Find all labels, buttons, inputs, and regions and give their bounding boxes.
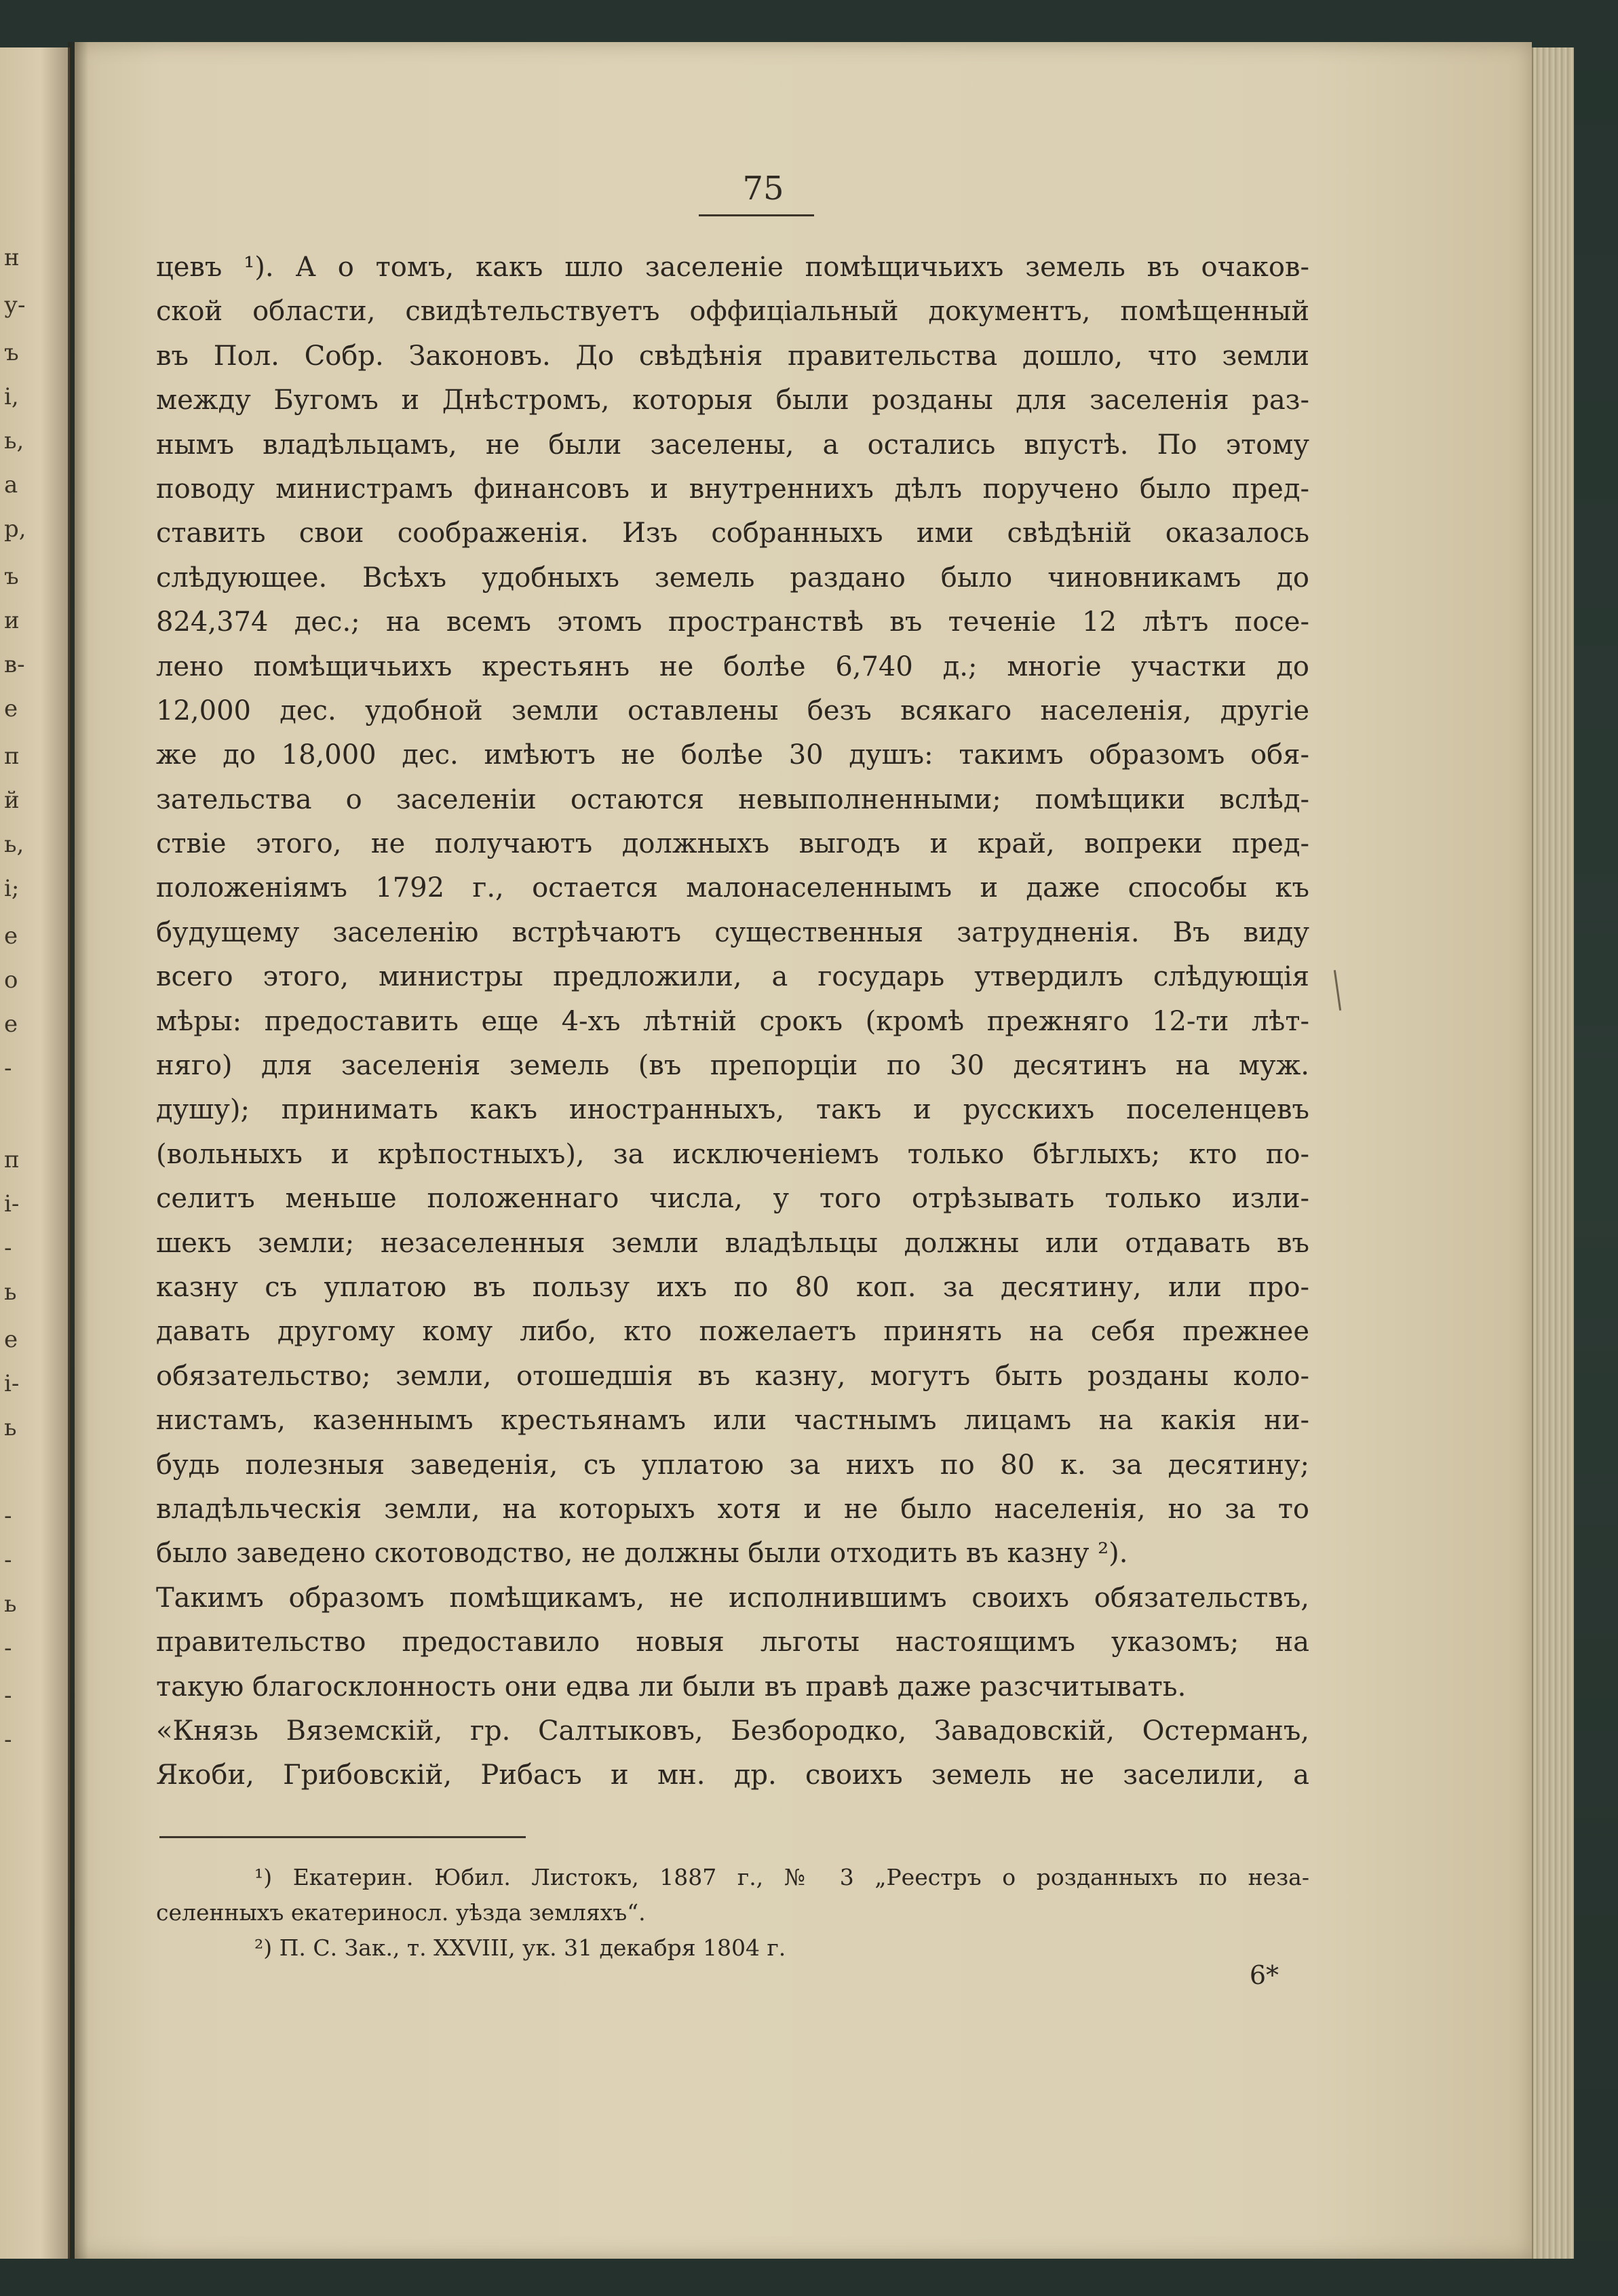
left-page-fragment: ъ [4, 563, 19, 590]
left-page-fragment: ь, [4, 427, 24, 454]
left-page-fragment: і- [4, 1370, 20, 1397]
left-page-fragment: ь, [4, 831, 24, 858]
left-page-fragment: п [4, 743, 20, 770]
text-line: зательства о заселеніи остаются невыполненными; помѣщики вслѣд- [156, 783, 1309, 815]
left-page-fragment: п [4, 1146, 20, 1173]
text-line: цевъ ¹). А о томъ, какъ шло заселеніе помѣщичьихъ земель въ очаков- [156, 252, 1309, 283]
left-page-fragment: - [4, 1055, 12, 1082]
spine-shadow [68, 42, 88, 2259]
left-page-fragment: ь [4, 1414, 17, 1441]
text-line: будущему заселенію встрѣчаютъ существенныя затрудненія. Въ виду [156, 916, 1309, 948]
footnote-rule [159, 1836, 526, 1838]
page-number-rule [699, 214, 814, 216]
left-page-fragment: - [4, 1234, 12, 1262]
footnotes [156, 1860, 1309, 1966]
page-fore-edge [1532, 47, 1574, 2259]
left-page-fragment: е [4, 922, 18, 950]
signature-mark: 6* [1249, 1960, 1279, 1990]
text-line: владѣльческія земли, на которыхъ хотя и не было населенія, но за то [156, 1493, 1309, 1525]
text-line: Такимъ образомъ помѣщикамъ, не исполнившимъ своихъ обязательствъ, [156, 1582, 1309, 1614]
text-line: шекъ земли; незаселенныя земли владѣльцы должны или отдавать въ [156, 1227, 1309, 1259]
text-line: же до 18,000 дес. имѣютъ не болѣе 30 душъ: такимъ образомъ обя- [156, 739, 1309, 771]
text-line: казну съ уплатою въ пользу ихъ по 80 коп. за десятину, или про- [156, 1271, 1309, 1303]
text-line: (вольныхъ и крѣпостныхъ), за исключеніемъ только бѣглыхъ; кто по- [156, 1138, 1309, 1170]
left-page-fragment: і, [4, 383, 19, 410]
left-page-fragment: о [4, 967, 18, 994]
text-line: въ Пол. Собр. Законовъ. До свѣдѣнія правительства дошло, что земли [156, 340, 1309, 372]
footnote-line: ²) П. С. Зак., т. XXVIII, ук. 31 декабря 1804 г. [254, 1934, 786, 1961]
text-line: нистамъ, казеннымъ крестьянамъ или частнымъ лицамъ на какія ни- [156, 1405, 1309, 1437]
text-line: няго) для заселенія земель (въ препорціи по 30 десятинъ на муж. [156, 1050, 1309, 1082]
left-page-fragment: - [4, 1635, 12, 1662]
left-page-fragment: ь [4, 1279, 17, 1306]
left-page-fragment: н [4, 244, 20, 271]
left-page-fragment: і; [4, 875, 20, 902]
text-line: слѣдующее. Всѣхъ удобныхъ земель раздано было чиновникамъ до [156, 562, 1309, 594]
left-page-fragment: - [4, 1682, 12, 1709]
page-number: 75 [742, 170, 784, 208]
text-line: между Бугомъ и Днѣстромъ, которыя были розданы для заселенія раз- [156, 385, 1309, 416]
text-line: поводу министрамъ финансовъ и внутреннихъ дѣлъ поручено было пред- [156, 473, 1309, 505]
left-page-fragment: а [4, 471, 18, 499]
left-page-fragment: р, [4, 515, 26, 543]
body-text [156, 246, 1309, 1798]
text-line: ставить свои соображенія. Изъ собранныхъ ими свѣдѣній оказалось [156, 518, 1309, 549]
left-page-fragment: в- [4, 651, 25, 678]
text-line: правительство предоставило новыя льготы настоящимъ указомъ; на [156, 1627, 1309, 1658]
footnote-line: ¹) Екатерин. Юбил. Листокъ, 1887 г., № 3 „Реестръ о розданныхъ по неза- [254, 1864, 1309, 1890]
text-line: душу); принимать какъ иностранныхъ, такъ и русскихъ поселенцевъ [156, 1094, 1309, 1126]
text-line: 12,000 дес. удобной земли оставлены безъ всякаго населенія, другіе [156, 695, 1309, 726]
left-page-fragment: - [4, 1502, 12, 1530]
text-line: было заведено скотоводство, не должны были отходить въ казну ²). [156, 1538, 1128, 1570]
text-line: обязательство; земли, отошедшія въ казну, могутъ быть розданы коло- [156, 1360, 1309, 1392]
left-page-fragment: і- [4, 1190, 20, 1218]
text-line: давать другому кому либо, кто пожелаетъ принять на себя прежнее [156, 1316, 1309, 1348]
left-page-fragment: ь [4, 1591, 17, 1618]
left-page-fragment: у- [4, 292, 26, 319]
left-page-fragment: е [4, 1011, 18, 1038]
left-page-fragments [0, 47, 27, 2218]
text-line: такую благосклонность они едва ли были въ правѣ даже разсчитывать. [156, 1671, 1187, 1702]
left-page-fragment: е [4, 1326, 18, 1353]
text-line: ской области, свидѣтельствуетъ оффиціальный документъ, помѣщенный [156, 296, 1309, 328]
left-page-fragment: ъ [4, 339, 19, 366]
text-line: «Князь Вяземскій, гр. Салтыковъ, Безбородко, Завадовскій, Остерманъ, [156, 1715, 1309, 1747]
left-page-fragment: - [4, 1726, 12, 1753]
text-line: селитъ меньше положеннаго числа, у того отрѣзывать только изли- [156, 1183, 1309, 1215]
text-line: положеніямъ 1792 г., остается малонаселеннымъ и даже способы къ [156, 872, 1309, 904]
left-page-fragment: - [4, 1546, 12, 1574]
left-page-fragment: й [4, 787, 20, 814]
text-line: нымъ владѣльцамъ, не были заселены, а остались впустѣ. По этому [156, 429, 1309, 461]
text-line: всего этого, министры предложили, а государь утвердилъ слѣдующія [156, 961, 1309, 993]
text-line: будь полезныя заведенія, съ уплатою за нихъ по 80 к. за десятину; [156, 1449, 1309, 1481]
left-page-fragment: и [4, 607, 20, 634]
footnote-line: селенныхъ екатериносл. уѣзда земляхъ“. [156, 1899, 646, 1926]
text-line: 824,374 дес.; на всемъ этомъ пространствѣ въ теченіе 12 лѣтъ посе- [156, 606, 1309, 638]
text-line: ствіе этого, не получаютъ должныхъ выгодъ и край, вопреки пред- [156, 828, 1309, 860]
text-line: мѣры: предоставить еще 4-хъ лѣтній срокъ (кромѣ прежняго 12-ти лѣт- [156, 1005, 1309, 1037]
left-page-fragment: е [4, 695, 18, 722]
text-line: лено помѣщичьихъ крестьянъ не болѣе 6,740 д.; многіе участки до [156, 650, 1309, 682]
text-line: Якоби, Грибовскій, Рибасъ и мн. др. своихъ земель не заселили, а [156, 1759, 1309, 1791]
